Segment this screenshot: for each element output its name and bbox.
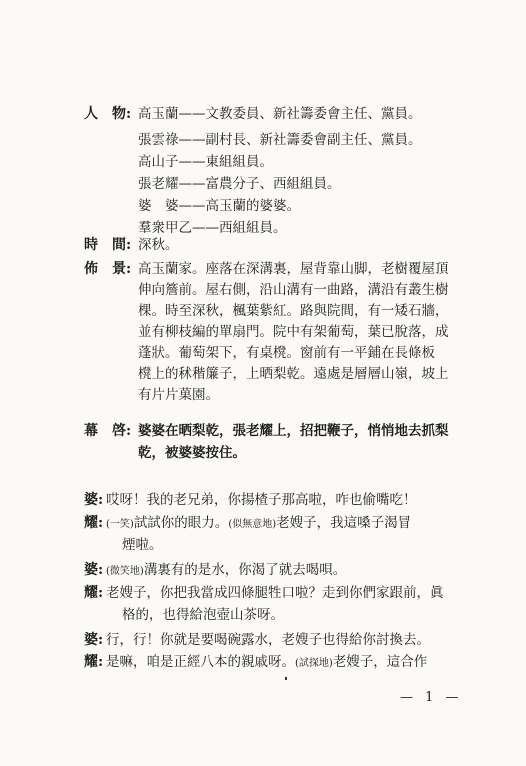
dialogue-line <box>106 490 417 510</box>
dialogue-text: 哎呀！我的老兄弟，你揚楂子那高啦，咋也偷嘴吃！ <box>106 492 417 508</box>
dialogue-text: 試試你的眼力。 <box>133 515 229 531</box>
setting-line: 櫈上的秫稭簾子，上晒梨乾。遠處是層層山嶺，坡上 <box>138 366 449 382</box>
curtain-line: 乾，被婆婆按住。 <box>138 445 246 461</box>
dialogue-text: 是嘛，咱是正經八本的親戚呀。 <box>106 654 295 670</box>
character-entry: 張雲祿——副村長、新社籌委會副主任、黨員。 <box>138 132 422 148</box>
page-number: — 1 — <box>400 690 463 705</box>
dialogue-line <box>106 560 346 582</box>
dialogue-line <box>106 583 444 603</box>
character-entry: 高山子——東組組員。 <box>138 154 273 170</box>
character-entry: 張老耀——富農分子、西組組員。 <box>138 176 341 192</box>
character-entry: 婆 婆——高玉蘭的婆婆。 <box>138 198 300 214</box>
dialogue-text: 格的，也得給泡壺山茶呀。 <box>122 607 284 623</box>
time-label: 時 間: <box>84 237 132 253</box>
dialogue-text: 煙啦。 <box>122 537 163 553</box>
dialogue-line <box>106 513 411 535</box>
dialogue-line <box>106 652 427 674</box>
dialogue-text: 溝裏有的是水，你渴了就去喝唄。 <box>143 562 347 578</box>
speaker-label: 耀: <box>84 585 104 601</box>
stage-direction: (試探地) <box>295 658 333 669</box>
setting-line: 棵。時至深秋，楓葉紫紅。路與院間，有一矮石牆， <box>138 303 449 319</box>
dialogue-text: 老嫂子，你把我當成四條腿牲口啦？走到你們家跟前，眞 <box>106 585 444 601</box>
dialogue-line <box>122 535 163 555</box>
stage-direction: (微笑地) <box>106 566 144 577</box>
setting-line: 蓬狀。葡萄架下，有桌櫈。窗前有一平鋪在長條板 <box>138 345 435 361</box>
stage-direction: (一笑) <box>106 519 134 530</box>
speaker-label: 耀: <box>84 515 104 531</box>
speaker-label: 婆: <box>84 562 104 578</box>
time-value: 深秋。 <box>138 237 179 253</box>
dialogue-text: 老嫂子，我這嗓子渴冒 <box>276 515 412 531</box>
ink-speck <box>285 677 287 680</box>
speaker-label: 婆: <box>84 632 104 648</box>
characters-label: 人 物: <box>84 106 132 122</box>
dialogue-text: 老嫂子，這合作 <box>332 654 428 670</box>
curtain-line: 婆婆在晒梨乾，張老耀上，招把鞭子，悄悄地去抓梨 <box>138 423 449 439</box>
dialogue-line <box>122 605 284 625</box>
setting-line: 高玉蘭家。座落在深溝裏，屋背靠山脚，老樹覆屋頂 <box>138 261 449 277</box>
character-entry: 羣衆甲乙——西組組員。 <box>138 220 287 236</box>
character-entry: 高玉蘭——文教委員、新社籌委會主任、黨員。 <box>138 106 422 122</box>
curtain-label: 幕 啓: <box>84 423 132 439</box>
setting-line: 並有柳枝編的單扇門。院中有架葡萄，葉已脫落，成 <box>138 324 449 340</box>
setting-label: 佈 景: <box>84 261 132 277</box>
setting-line: 伸向簷前。屋右側，沿山溝有一曲路，溝沿有叢生樹 <box>138 282 449 298</box>
dialogue-line <box>106 630 430 650</box>
speaker-label: 婆: <box>84 492 104 508</box>
dialogue-text: 行，行！你就是要喝碗露水，老嫂子也得給你討換去。 <box>106 632 430 648</box>
stage-direction: (似無意地) <box>228 519 277 530</box>
setting-line: 有片片菓園。 <box>138 387 219 403</box>
speaker-label: 耀: <box>84 654 104 670</box>
